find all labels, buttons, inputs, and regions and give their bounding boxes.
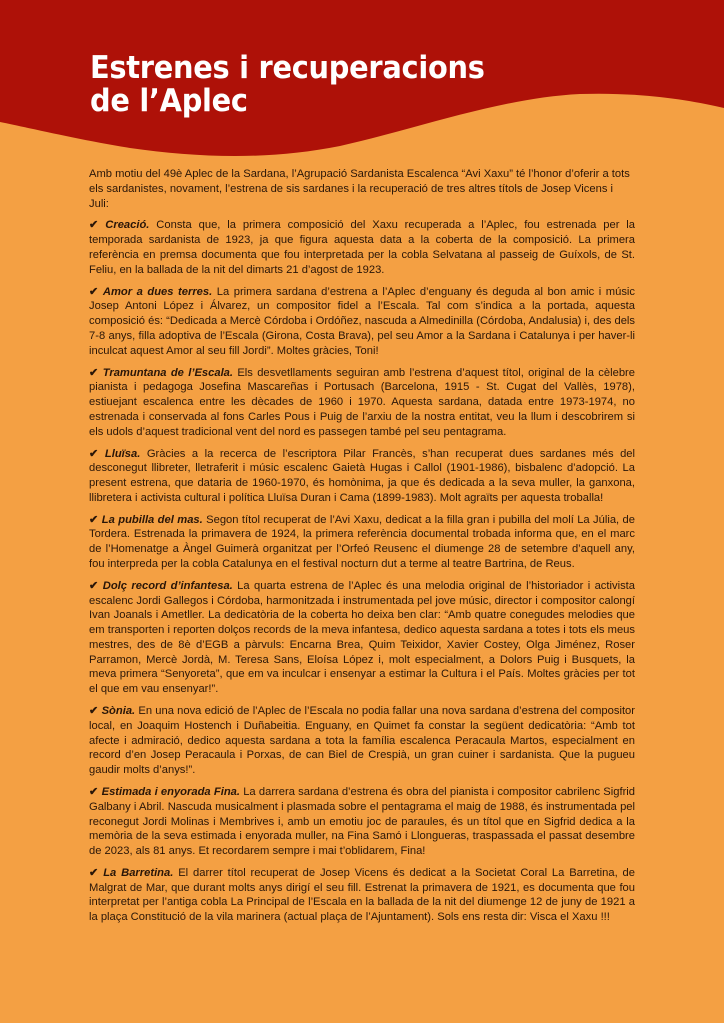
item-estimada-i-enyorada-fina <box>89 785 635 859</box>
item-title: La pubilla del mas. <box>101 513 203 526</box>
item-text: La quarta estrena de l’Aplec és una melodia original de l’historiador i activista escalenc Jordi Gallegos i Córdoba, harmonitzada i instrumentada pel jove músic, director i compositor calongí Ivan Joanals i Ametller. La dedicatòria de la coberta ho deixa ben clar: “Amb quatre conegudes melodies que em transporten i reporten dolços records de la meva infantesa, dedico aquesta sardana a totes i tots els meus mestres, des de 8è d’EGB a pàrvuls: Encarna Brea, Quim Teixidor, Xavier Costey, Olga Jiménez, Roser Parramon, Mercè Jordà, M. Teresa Sans, Eloísa López i, molt especialment, a Dolors Puig i Busquets, la meva primera “Senyoreta”, que em va inculcar i ensenyar a estimar la Cultura i el País. Moltes gràcies per tot el que em vau ensenyar!”. <box>89 579 635 696</box>
checkmark-icon: ✔ <box>89 786 99 798</box>
checkmark-icon: ✔ <box>89 866 99 879</box>
item-text: La primera sardana d’estrena a l’Aplec d’enguany és deguda al bon amic i músic Josep Antoni López i Álvarez, un compositor fidel a l’Escala. Tal com s’indica a la portada, aquesta composició és: “Dedicada a Mercè Córdoba i Ordóñez, nascuda a Almedinilla (Córdoba, Andalusia) i, des dels 7-8 anys, filla adoptiva de l’Escala (Girona, Costa Brava), pel seu Amor a la Sardana i Catalunya i per haver-li inculcat aquest Amor al seu fill Jordi”. Moltes gràcies, Toni! <box>89 285 635 357</box>
title-line-1: Estrenes i recuperacions <box>90 50 485 86</box>
checkmark-icon: ✔ <box>89 366 99 379</box>
checkmark-icon: ✔ <box>89 705 99 718</box>
item-text: Els desvetllaments seguiran amb l’estrena d’aquest títol, original de la cèlebre pianista i pedagoga Josefina Mascareñas i Portusach (Barcelona, 1915 - St. Cugat del Vallès, 1978), estiuejant escalenca entre les dècades de 1960 i 1970. Aquesta sardana, datada entre 1973-1974, no estrenada i conservada al fons Carles Pous i Puig de l’arxiu de la nostra entitat, veu la llum i descobrirem si els udols d’aquest tradicional vent del nord es passegen també pel seu pentagrama. <box>89 366 636 438</box>
checkmark-icon: ✔ <box>89 285 99 298</box>
item-la-barretina <box>89 866 635 925</box>
item-text: Gràcies a la recerca de l’escriptora Pilar Francès, s’han recuperat dues sardanes més del desconegut llibreter, lletraferit i músic escalenc Gaietà Hugas i Callol (1901-1986), bisbalenc d’adopció. La present estrena, que dataria de 1960-1970, és homònima, ja que és dedicada a la seva muller, la ganxona, llibretera i activista cultural i política Lluïsa Duran i Cama (1899-1983). Molt agraïts per aquesta troballa! <box>89 447 635 504</box>
item-text: En una nova edició de l’Aplec de l’Escala no podia fallar una nova sardana d’estrena del compositor local, en Joaquim Hostench i Duñabeitia. Enguany, en Quimet fa constar la següent dedicatòria: “Amb tot afecte i admiració, dedico aquesta sardana a tota la família escalenca Peracaula Martos, especialment en record d’en Josep Peracaula i Porxas, de can Biel de Crespià, un gran cuiner i sardanista. Que la pugueu gaudir molts d’anys!”. <box>89 705 635 777</box>
checkmark-icon: ✔ <box>89 447 99 460</box>
item-title: Amor a dues terres. <box>102 285 213 298</box>
checkmark-icon: ✔ <box>89 219 99 232</box>
checkmark-icon: ✔ <box>89 513 99 526</box>
article-body <box>89 167 635 932</box>
item-text: El darrer títol recuperat de Josep Vicens és dedicat a la Societat Coral La Barretina, de Malgrat de Mar, que durant molts anys dirigí el seu fill. Estrenat la primavera de 1921, es documenta que fou interpretat per l’antiga cobla La Principal de l’Escala en la ballada de la nit del diumenge 12 de juny de 1921 a la plaça Constitució de la vila marinera (actual plaça de l’Ajuntament). Sols ens resta dir: Visca el Xaxu !!! <box>89 866 635 924</box>
item-text: Consta que, la primera composició del Xaxu recuperada a l’Aplec, fou estrenada per la temporada sardanista de 1923, ja que figura aquesta data a la coberta de la composició. La primera referència en premsa documenta que fou interpretada per la cobla Selvatana al passeig de Guíxols, de St. Feliu, en la ballada de la nit del dimarts 21 d’agost de 1923. <box>89 219 636 276</box>
item-title: Creació. <box>105 219 150 232</box>
item-text: La darrera sardana d’estrena és obra del pianista i compositor cabrilenc Sigfrid Galbany i Abril. Nascuda musicalment i plasmada sobre el pentagrama el maig de 1988, és instrumentada pel reconegut Jordi Molinas i Membrives i, amb un emotiu joc de paraules, és un títol que en Sigfrid dedica a la memòria de la seva estimada i enyorada muller, na Fina Samó i Llongueras, traspassada el passat desembre de 2023, als 81 anys. Et recordarem sempre i mai t’oblidarem, Fina! <box>89 786 636 857</box>
item-title: Dolç record d’infantesa. <box>102 579 233 592</box>
title-line-2: de l’Aplec <box>90 83 248 119</box>
item-title: Tramuntana de l’Escala. <box>102 366 234 379</box>
item-sonia <box>89 704 635 778</box>
item-title: La Barretina. <box>103 866 174 879</box>
item-amor-a-dues-terres <box>89 285 635 359</box>
item-title: Lluïsa. <box>104 447 141 460</box>
checkmark-icon: ✔ <box>89 579 99 592</box>
item-text: Segon títol recuperat de l’Avi Xaxu, dedicat a la filla gran i pubilla del molí La Júlia, de Tordera. Estrenada la primavera de 1924, la primera referència documental trobada informa que, en el marc de l’Homenatge a Àngel Guimerà organitzat per l’Orfeó Reusenc el diumenge 28 de setembre d’aquell any, fou interpreda per la cobla Catalunya en el festival nocturn dut a terme al teatre Bartrina, de Reus. <box>89 513 636 570</box>
item-creacio <box>89 218 635 277</box>
item-lluisa <box>89 447 635 506</box>
item-tramuntana-de-lescala <box>89 366 635 440</box>
item-la-pubilla-del-mas <box>89 513 635 572</box>
intro-paragraph: Amb motiu del 49è Aplec de la Sardana, l’Agrupació Sardanista Escalenca “Avi Xaxu” té l’honor d’oferir a tots els sardanistes, novament, l’estrena de sis sardanes i la recuperació de tres altres títols de Josep Vicens i Juli: <box>89 168 630 210</box>
item-title: Estimada i enyorada Fina. <box>101 786 240 798</box>
item-title: Sònia. <box>101 705 136 718</box>
item-dolc-record-dinfantesa <box>89 579 635 697</box>
page-title <box>90 52 485 118</box>
